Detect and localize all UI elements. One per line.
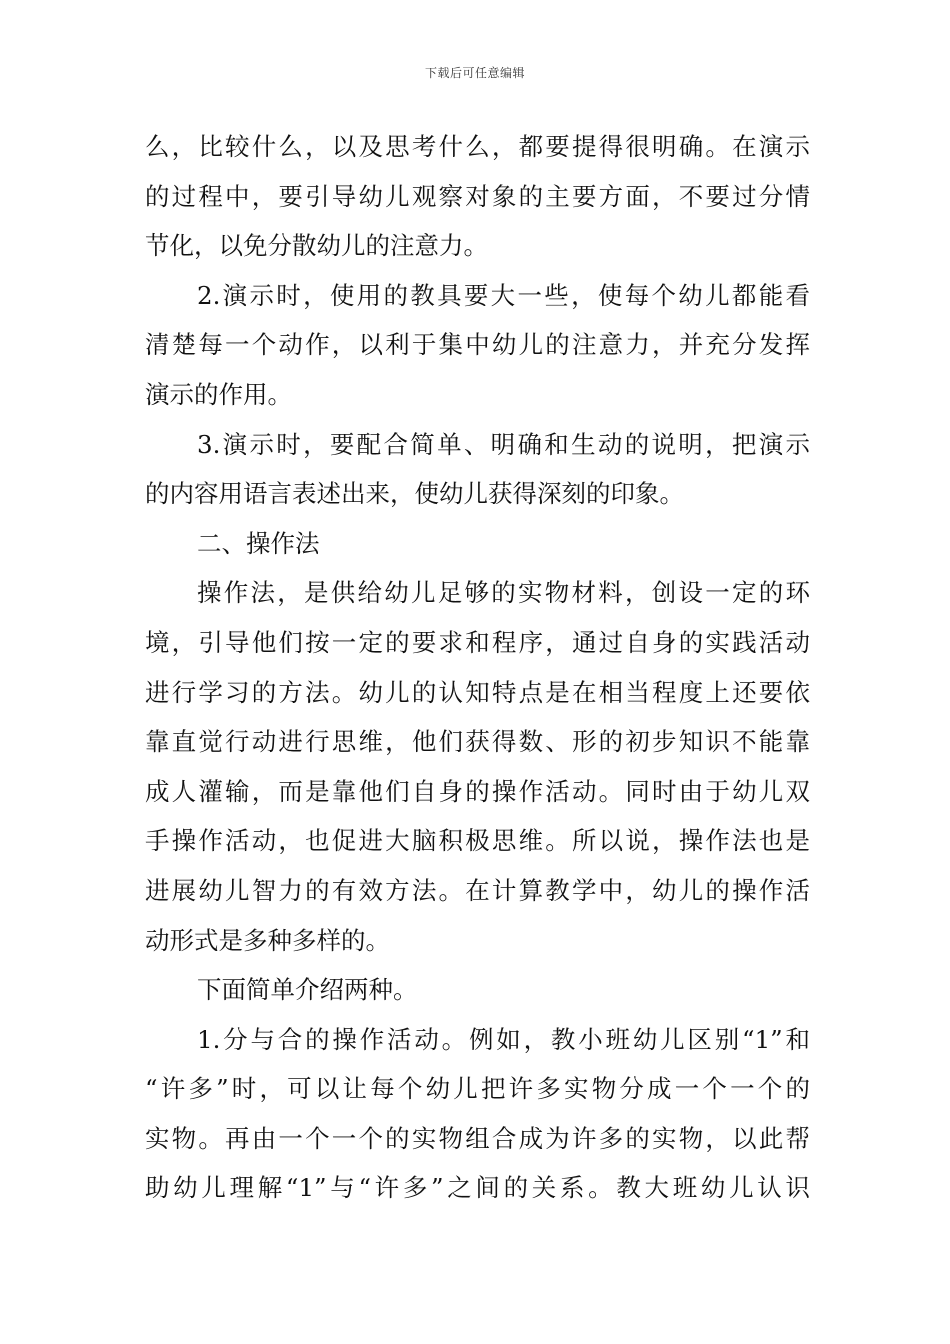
text-line: 1.分与合的操作活动。例如，教小班幼儿区别“1”和 <box>197 1024 810 1054</box>
text-line: 的内容用语言表述出来，使幼儿获得深刻的印象。 <box>145 479 684 509</box>
text-line: 清楚每一个动作，以利于集中幼儿的注意力，并充分发挥 <box>145 330 810 360</box>
header-note: 下载后可任意编辑 <box>424 66 525 80</box>
text-line: 么，比较什么，以及思考什么，都要提得很明确。在演示 <box>145 132 810 161</box>
text-line: “许多”时，可以让每个幼儿把许多实物分成一个一个的 <box>145 1074 810 1104</box>
text-line: 进行学习的方法。幼儿的认知特点是在相当程度上还要依 <box>145 677 810 707</box>
text-line: 靠直觉行动进行思维，他们获得数、形的初步知识不能靠 <box>145 727 810 757</box>
text-line: 实物。再由一个一个的实物组合成为许多的实物，以此帮 <box>145 1123 810 1153</box>
text-line: 3.演示时，要配合简单、明确和生动的说明，把演示 <box>197 429 810 459</box>
text-line: 的过程中，要引导幼儿观察对象的主要方面，不要过分情 <box>145 181 810 211</box>
text-line: 进展幼儿智力的有效方法。在计算教学中，幼儿的操作活 <box>145 875 810 905</box>
body-text <box>145 122 810 1213</box>
text-line: 操作法，是供给幼儿足够的实物材料，创设一定的环 <box>197 578 810 608</box>
text-line: 下面简单介绍两种。 <box>197 975 418 1005</box>
text-line: 2.演示时，使用的教具要大一些，使每个幼儿都能看 <box>197 280 810 310</box>
text-line: 境，引导他们按一定的要求和程序，通过自身的实践活动 <box>145 627 810 657</box>
text-line: 演示的作用。 <box>145 379 292 409</box>
text-line: 助幼儿理解“1”与“许多”之间的关系。教大班幼儿认识 <box>145 1173 810 1203</box>
text-line: 成人灌输，而是靠他们自身的操作活动。同时由于幼儿双 <box>145 776 810 806</box>
text-line: 节化，以免分散幼儿的注意力。 <box>145 231 488 261</box>
section-heading: 二、操作法 <box>197 528 320 558</box>
text-line: 动形式是多种多样的。 <box>145 925 390 955</box>
text-line: 手操作活动，也促进大脑积极思维。所以说，操作法也是 <box>145 826 810 856</box>
